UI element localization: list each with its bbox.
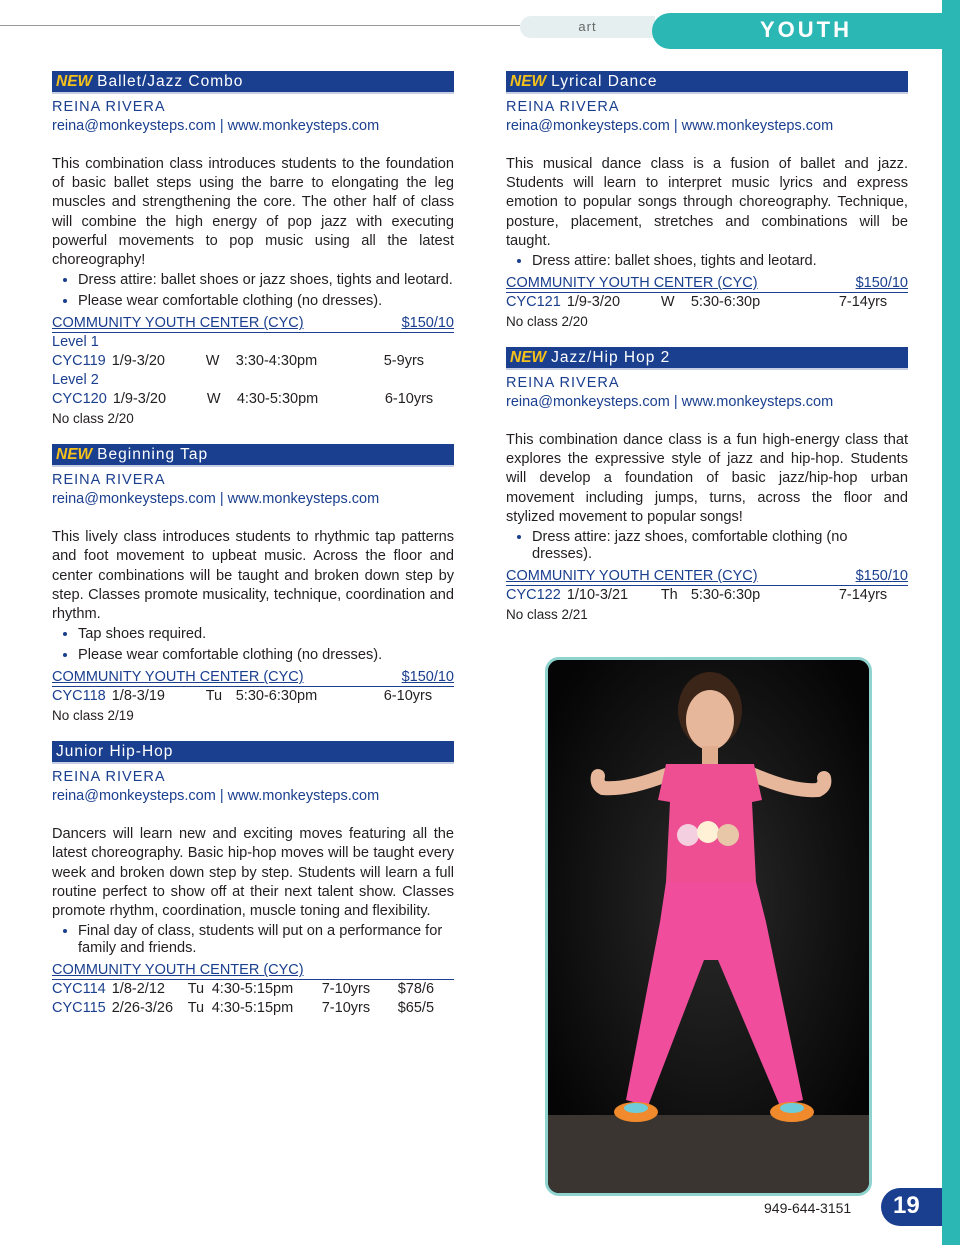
contact-separator: | [673, 118, 678, 134]
new-badge: NEW [510, 73, 547, 90]
section-jazz-hip-hop-2 [506, 347, 908, 624]
phone-number: 949-644-3151 [764, 1200, 852, 1216]
instructor-name: REINA RIVERA [52, 769, 166, 786]
website-link[interactable]: www.monkeysteps.com [227, 491, 380, 508]
class-ages: 5-9yrs [383, 353, 425, 370]
right-column [506, 71, 908, 624]
location-row [52, 668, 454, 687]
instructor-name: REINA RIVERA [52, 472, 166, 489]
class-ages: 6-10yrs [384, 391, 434, 408]
bullet-list [52, 272, 454, 310]
website-link[interactable]: www.monkeysteps.com [681, 394, 834, 411]
section-heading [506, 347, 908, 370]
contact-line [506, 117, 908, 136]
new-badge: NEW [56, 446, 93, 464]
section-title: Junior Hip-Hop [56, 743, 174, 761]
class-description: This combination class introduces students to the foundation of basic ballet steps using the barre to elongating the leg muscles and strengthening the core. The other half of class will combine the high energy of pop jazz with executing powerful movements to pop music using all the latest choreography! [52, 156, 454, 269]
class-ages: 7-14yrs [838, 587, 888, 604]
class-description: This lively class introduces students to rhythmic tap patterns and foot movement to upbeat music. Across the floor and center combinations will be taught and broken down step by step. Classes promote musicality, technique, coordination and rhythm. [52, 529, 454, 623]
class-ages: 7-10yrs [321, 981, 371, 998]
location-row [52, 961, 454, 980]
bullet-item: • Dress attire: ballet shoes or jazz shoes, tights and leotard. [78, 272, 454, 289]
website-link[interactable]: www.monkeysteps.com [227, 788, 380, 805]
no-class-note: No class 2/21 [506, 607, 588, 623]
contact-separator: | [219, 118, 224, 134]
class-time: 3:30-4:30pm [235, 353, 318, 370]
section-heading [506, 71, 908, 94]
section-heading [52, 444, 454, 467]
class-day: Tu [187, 1000, 205, 1017]
class-code[interactable]: CYC119 [52, 353, 106, 370]
bullet-item: • Please wear comfortable clothing (no dresses). [78, 647, 454, 664]
class-row [52, 390, 454, 409]
class-dates: 2/26-3/26 [111, 1000, 174, 1017]
class-ages: 6-10yrs [383, 688, 433, 705]
class-description: Dancers will learn new and exciting moves featuring all the latest choreography. Basic hip-hop moves will be taught every week and broken down step by step. Students will learn a full routine perfect to show off at their next talent show. Classes promote rhythm, coordination, muscle toning and flexibility. [52, 826, 454, 920]
class-day: W [205, 353, 220, 370]
website-link[interactable]: www.monkeysteps.com [681, 118, 834, 134]
location-row [506, 274, 908, 293]
left-column [52, 71, 454, 1018]
bullet-list [506, 253, 908, 270]
dancer-photo [545, 657, 872, 1196]
class-description: This musical dance class is a fusion of ballet and jazz. Students will learn to interpret music lyrics and express emotion to popular songs through choreography. Technique, posture, placement, stretches and combinations will be taught. [506, 156, 908, 249]
contact-line [52, 117, 454, 136]
section-beginning-tap [52, 444, 454, 725]
instructor-name: REINA RIVERA [506, 99, 620, 115]
location-name[interactable]: COMMUNITY YOUTH CENTER (CYC) [506, 275, 758, 292]
class-code[interactable]: CYC122 [506, 587, 561, 604]
class-price: $150/10 [401, 315, 454, 332]
location-name[interactable]: COMMUNITY YOUTH CENTER (CYC) [52, 669, 304, 686]
instructor-name: REINA RIVERA [506, 375, 620, 392]
contact-separator: | [219, 788, 224, 805]
location-row [506, 567, 908, 586]
class-row [52, 687, 454, 706]
contact-line [52, 787, 454, 806]
class-code[interactable]: CYC118 [52, 688, 106, 705]
no-class-note: No class 2/20 [506, 314, 588, 330]
level-label: Level 1 [52, 334, 99, 351]
class-ages: 7-10yrs [321, 1000, 371, 1017]
art-category-tab [520, 16, 655, 38]
section-heading [52, 71, 454, 94]
class-row [506, 586, 908, 605]
new-badge: NEW [56, 73, 93, 90]
bullet-item: • Please wear comfortable clothing (no dresses). [78, 293, 454, 310]
class-dates: 1/9-3/20 [566, 294, 621, 311]
instructor-name: REINA RIVERA [52, 99, 166, 115]
section-title: Ballet/Jazz Combo [97, 73, 244, 90]
class-time: 4:30-5:30pm [236, 391, 319, 408]
level-label: Level 2 [52, 372, 99, 389]
section-ballet-jazz-combo [52, 71, 454, 428]
section-lyrical-dance [506, 71, 908, 331]
contact-line [506, 393, 908, 412]
bullet-item: • Final day of class, students will put on a performance for family and friends. [78, 923, 454, 957]
class-price: $65/5 [397, 1000, 435, 1017]
class-code[interactable]: CYC121 [506, 294, 561, 311]
section-title: Lyrical Dance [551, 73, 658, 90]
location-name[interactable]: COMMUNITY YOUTH CENTER (CYC) [506, 568, 758, 585]
youth-label: YOUTH [760, 17, 852, 42]
class-day: W [660, 294, 675, 311]
bullet-list [506, 529, 908, 563]
class-dates: 1/10-3/21 [566, 587, 629, 604]
location-name[interactable]: COMMUNITY YOUTH CENTER (CYC) [52, 315, 304, 332]
class-dates: 1/8-3/19 [111, 688, 165, 705]
bullet-item: • Tap shoes required. [78, 626, 454, 643]
location-name[interactable]: COMMUNITY YOUTH CENTER (CYC) [52, 962, 304, 979]
section-title: Beginning Tap [97, 446, 209, 464]
class-time: 5:30-6:30pm [235, 688, 318, 705]
location-row [52, 314, 454, 333]
class-description: This combination dance class is a fun high-energy class that explores the expressive style of jazz and hip-hop. Students will develop a foundation of basic jazz/hip-hop urban movement including jumps, turns, across the floor and stylized movement to popular songs! [506, 432, 908, 525]
class-code[interactable]: CYC114 [52, 981, 106, 998]
class-price: $78/6 [397, 981, 435, 998]
class-day: Th [660, 587, 678, 604]
email-link[interactable]: reina@monkeysteps.com [52, 491, 216, 508]
art-label: art [578, 19, 597, 34]
bullet-item: • Dress attire: jazz shoes, comfortable clothing (no dresses). [532, 529, 908, 563]
class-code[interactable]: CYC115 [52, 1000, 106, 1017]
bullet-item: • Dress attire: ballet shoes, tights and leotard. [532, 253, 908, 270]
section-title: Jazz/Hip Hop 2 [551, 349, 671, 367]
class-day: Tu [187, 981, 205, 998]
website-link[interactable]: www.monkeysteps.com [227, 118, 380, 134]
class-row [52, 352, 454, 371]
class-day: W [206, 391, 221, 408]
email-link[interactable]: reina@monkeysteps.com [506, 118, 670, 134]
contact-separator: | [219, 491, 224, 508]
class-price: $150/10 [855, 275, 908, 292]
email-link[interactable]: reina@monkeysteps.com [52, 788, 216, 805]
class-time: 4:30-5:15pm [211, 1000, 294, 1017]
class-row [52, 980, 454, 999]
section-heading [52, 741, 454, 764]
class-time: 5:30-6:30p [690, 587, 761, 604]
new-badge: NEW [510, 349, 547, 367]
no-class-note: No class 2/20 [52, 411, 134, 427]
header-rule [0, 25, 520, 26]
bullet-list [52, 626, 454, 664]
class-row [52, 999, 454, 1018]
contact-line [52, 490, 454, 509]
email-link[interactable]: reina@monkeysteps.com [52, 118, 216, 134]
class-row [506, 293, 908, 312]
class-dates: 1/8-2/12 [111, 981, 165, 998]
page-number: 19 [893, 1192, 920, 1219]
dancer-illustration [548, 660, 869, 1193]
page-edge-band [942, 0, 960, 1245]
contact-separator: | [673, 394, 678, 411]
class-time: 4:30-5:15pm [211, 981, 294, 998]
class-dates: 1/9-3/20 [112, 391, 167, 408]
email-link[interactable]: reina@monkeysteps.com [506, 394, 670, 411]
class-code[interactable]: CYC120 [52, 391, 107, 408]
class-ages: 7-14yrs [838, 294, 888, 311]
class-dates: 1/9-3/20 [111, 353, 165, 370]
class-time: 5:30-6:30p [690, 294, 761, 311]
no-class-note: No class 2/19 [52, 708, 134, 724]
bullet-list [52, 923, 454, 957]
class-day: Tu [205, 688, 223, 705]
section-junior-hip-hop [52, 741, 454, 1018]
class-price: $150/10 [401, 669, 454, 686]
class-price: $150/10 [855, 568, 908, 585]
